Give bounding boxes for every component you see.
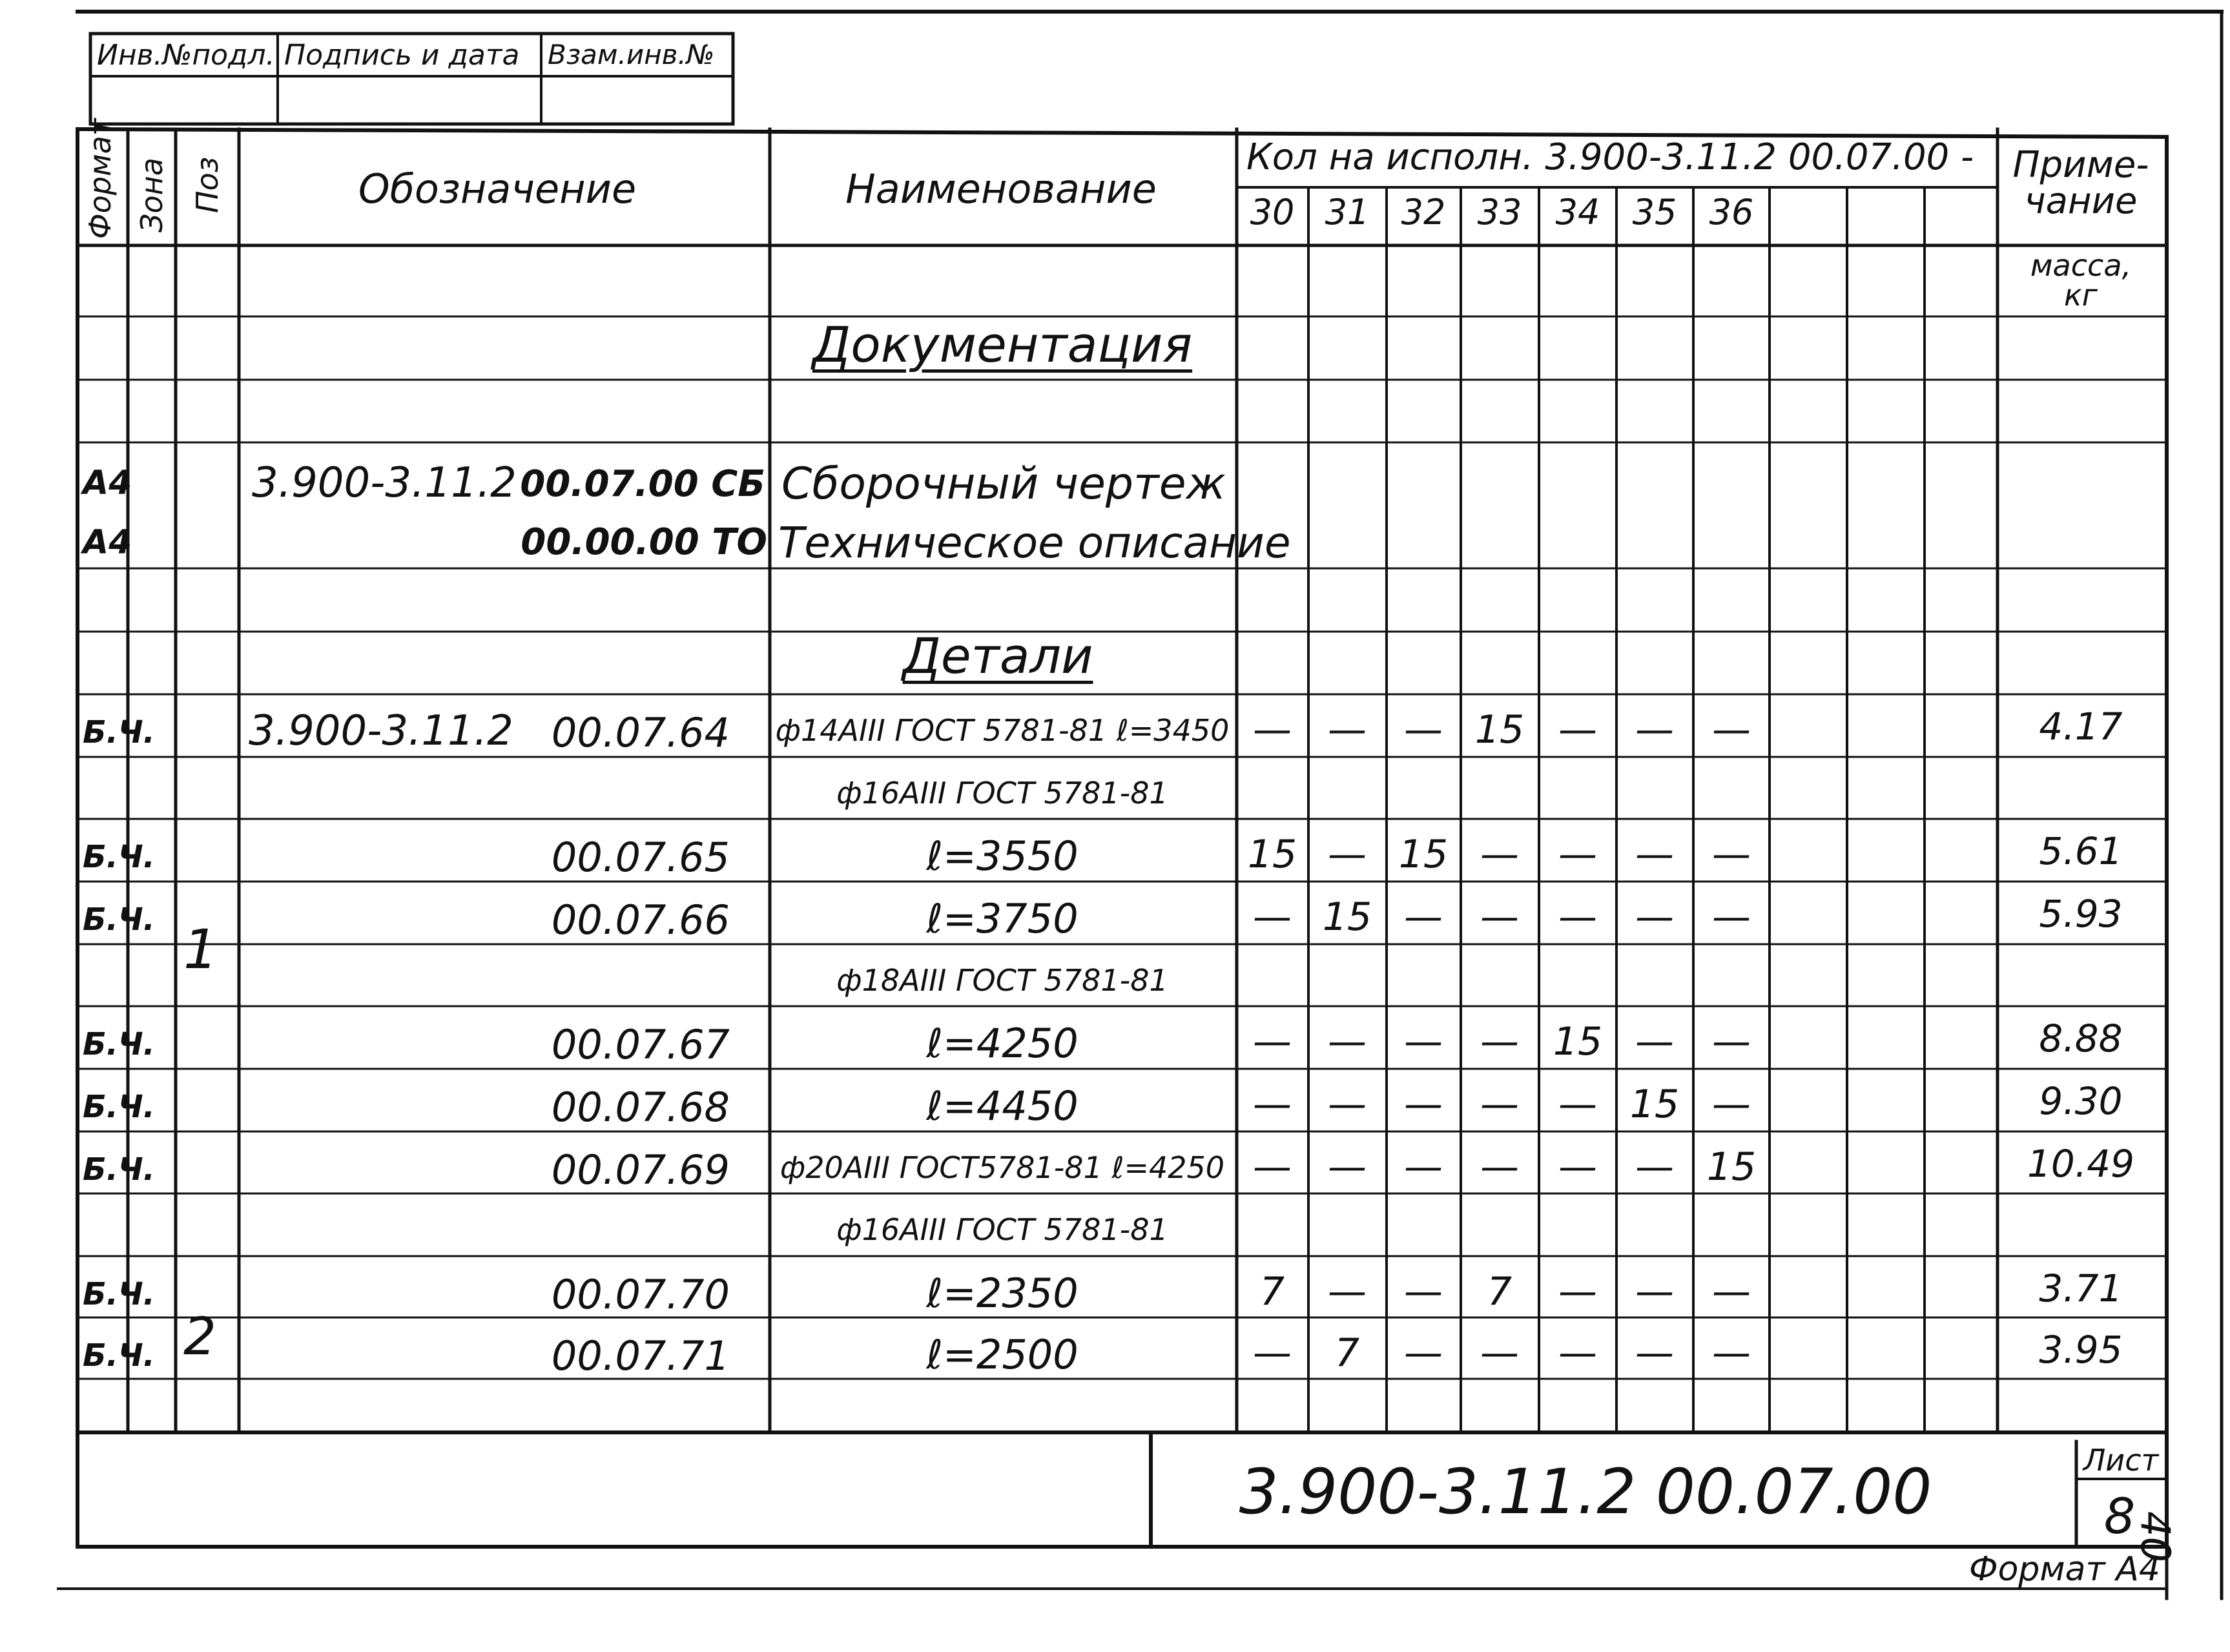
row-name: ℓ=3550 — [926, 832, 1079, 880]
row-qty: — — [1480, 832, 1519, 877]
doc-name: Техническое описание — [778, 518, 1291, 568]
row-oboz-right: 00.07.67 — [551, 1021, 730, 1068]
row-name: ф16АIII ГОСТ 5781-81 — [836, 1212, 1168, 1247]
row-qty: — — [1328, 1269, 1367, 1314]
row-qty: 7 — [1487, 1269, 1512, 1314]
header-poz: Поз — [190, 156, 225, 213]
row-qty: — — [1328, 1082, 1367, 1127]
row-qty: — — [1404, 1144, 1443, 1190]
section-details: Детали — [902, 627, 1093, 685]
row-qty: — — [1253, 1144, 1292, 1190]
section-documentation: Документация — [812, 316, 1193, 373]
row-name: ℓ=4450 — [926, 1082, 1079, 1130]
row-qty: — — [1635, 1330, 1674, 1376]
row-qty: — — [1712, 832, 1751, 877]
row-qty: — — [1712, 1330, 1751, 1376]
row-qty: — — [1712, 894, 1751, 940]
variant-col-4: 34 — [1555, 192, 1600, 232]
doc-format: A4 — [83, 523, 132, 562]
row-oboz-right: 00.07.65 — [551, 834, 730, 881]
row-format: Б.Ч. — [83, 1089, 155, 1125]
row-qty: — — [1404, 894, 1443, 940]
row-qty: — — [1328, 1019, 1367, 1064]
row-name: ф14АIII ГОСТ 5781-81 ℓ=3450 — [775, 713, 1230, 748]
row-mass: 9.30 — [2039, 1079, 2123, 1123]
row-format: Б.Ч. — [83, 1337, 155, 1374]
header-primechanie: Приме- чание — [2012, 144, 2149, 222]
row-qty: — — [1404, 1082, 1443, 1127]
stamp-vzam: Взам.инв.№ — [548, 39, 715, 70]
row-qty: — — [1558, 832, 1597, 877]
row-oboz-right: 00.07.64 — [551, 709, 730, 756]
row-qty: 15 — [1553, 1019, 1603, 1064]
row-qty: — — [1712, 1019, 1751, 1064]
variant-col-5: 35 — [1632, 192, 1677, 232]
variant-col-1: 31 — [1325, 192, 1370, 232]
row-qty: — — [1635, 894, 1674, 940]
row-qty: — — [1480, 1019, 1519, 1064]
row-qty: — — [1328, 832, 1367, 877]
row-format: Б.Ч. — [83, 1151, 155, 1188]
row-oboz-right: 00.07.71 — [551, 1332, 730, 1379]
row-qty: — — [1712, 1269, 1751, 1314]
row-name: ℓ=3750 — [926, 895, 1079, 942]
row-qty: — — [1328, 1144, 1367, 1190]
row-mass: 5.61 — [2039, 829, 2123, 873]
row-qty: 7 — [1259, 1269, 1285, 1314]
row-qty: — — [1253, 894, 1292, 940]
row-qty: — — [1558, 894, 1597, 940]
row-oboz-right: 00.07.68 — [551, 1084, 730, 1131]
row-qty: — — [1253, 707, 1292, 752]
row-qty: — — [1712, 1082, 1751, 1127]
doc-format: A4 — [83, 464, 132, 502]
header-zona: Зона — [134, 158, 169, 232]
row-qty: 15 — [1322, 894, 1372, 940]
format-label: Формат А4 — [1968, 1550, 2160, 1589]
row-qty: — — [1635, 1019, 1674, 1064]
row-qty: — — [1253, 1019, 1292, 1064]
page-number: 40 — [2132, 1511, 2179, 1562]
stamp-podpis: Подпись и дата — [284, 39, 520, 72]
stamp-inv-podl: Инв.№подл. — [97, 39, 275, 72]
sheet-number: 8 — [2103, 1487, 2136, 1545]
row-qty: — — [1328, 707, 1367, 752]
row-qty: — — [1253, 1082, 1292, 1127]
row-qty: — — [1404, 1330, 1443, 1376]
row-qty: — — [1480, 1330, 1519, 1376]
row-oboz-right: 00.07.66 — [551, 896, 730, 944]
row-name: ℓ=2500 — [926, 1331, 1079, 1378]
row-name: ф16АIII ГОСТ 5781-81 — [836, 776, 1168, 811]
row-qty: 15 — [1706, 1144, 1757, 1190]
row-qty: — — [1635, 832, 1674, 877]
title-designation: 3.900-3.11.2 00.07.00 — [1239, 1456, 1932, 1528]
row-format: Б.Ч. — [83, 1026, 155, 1062]
row-mass: 5.93 — [2039, 892, 2123, 936]
row-name: ℓ=4250 — [926, 1020, 1079, 1067]
row-mass: 4.17 — [2039, 705, 2123, 749]
doc-oboz-left: 3.900-3.11.2 — [252, 459, 517, 507]
row-name: ф20АIII ГОСТ5781-81 ℓ=4250 — [779, 1150, 1225, 1185]
row-qty: — — [1558, 707, 1597, 752]
row-mass: 3.71 — [2039, 1266, 2123, 1310]
doc-oboz-right: 00.07.00 СБ — [520, 463, 765, 505]
row-qty: — — [1404, 1019, 1443, 1064]
row-qty: 7 — [1334, 1330, 1360, 1376]
row-qty: — — [1404, 707, 1443, 752]
doc-oboz-right: 00.00.00 ТО — [521, 521, 767, 563]
row-oboz-left: 3.900-3.11.2 — [249, 707, 513, 755]
variant-col-2: 32 — [1401, 192, 1446, 232]
row-qty: — — [1635, 707, 1674, 752]
row-format: Б.Ч. — [83, 714, 155, 750]
row-mass: 3.95 — [2039, 1328, 2123, 1372]
sheet-label: Лист — [2083, 1443, 2159, 1478]
header-naimenovanie: Наименование — [845, 165, 1157, 212]
variant-col-0: 30 — [1250, 192, 1295, 232]
row-qty: — — [1253, 1330, 1292, 1376]
row-name: ℓ=2350 — [926, 1270, 1079, 1317]
row-format: Б.Ч. — [83, 1276, 155, 1312]
row-qty: — — [1558, 1330, 1597, 1376]
row-qty: — — [1558, 1082, 1597, 1127]
row-qty: 15 — [1474, 707, 1525, 752]
row-qty: — — [1558, 1269, 1597, 1314]
header-kol-title: Кол на исполн. 3.900-3.11.2 00.07.00 - — [1246, 136, 1974, 178]
row-qty: — — [1635, 1144, 1674, 1190]
row-qty: — — [1558, 1144, 1597, 1190]
row-format: Б.Ч. — [83, 839, 155, 875]
row-qty: 15 — [1629, 1082, 1680, 1127]
doc-name: Сборочный чертеж — [781, 459, 1226, 510]
row-qty: — — [1404, 1269, 1443, 1314]
row-qty: — — [1480, 894, 1519, 940]
header-massa: масса, кг — [2030, 248, 2132, 313]
position-2: 2 — [183, 1306, 216, 1367]
row-name: ф18АIII ГОСТ 5781-81 — [836, 963, 1168, 998]
row-mass: 10.49 — [2027, 1142, 2135, 1186]
row-format: Б.Ч. — [83, 902, 155, 938]
row-oboz-right: 00.07.70 — [551, 1271, 730, 1318]
row-qty: 15 — [1247, 832, 1297, 877]
row-qty: 15 — [1398, 832, 1449, 877]
row-qty: — — [1635, 1269, 1674, 1314]
row-qty: — — [1712, 707, 1751, 752]
variant-col-6: 36 — [1709, 192, 1754, 232]
row-oboz-right: 00.07.69 — [551, 1146, 730, 1193]
row-mass: 8.88 — [2039, 1017, 2123, 1060]
row-qty: — — [1480, 1082, 1519, 1127]
header-format: Формат — [83, 118, 118, 239]
header-oboznachenie: Обозначение — [358, 165, 637, 212]
position-1: 1 — [183, 918, 218, 981]
row-qty: — — [1480, 1144, 1519, 1190]
variant-col-3: 33 — [1477, 192, 1522, 232]
